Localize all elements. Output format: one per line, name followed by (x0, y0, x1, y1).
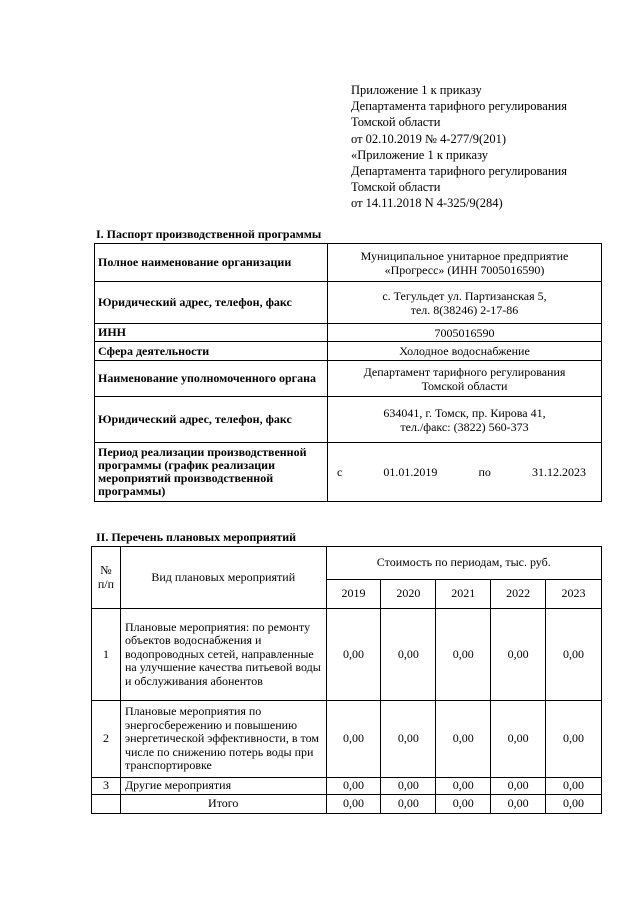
row-value: 0,00 (326, 778, 381, 795)
row-value: 0,00 (546, 609, 602, 701)
table-row (92, 778, 602, 795)
row-value: 0,00 (326, 609, 381, 701)
row-value: 0,00 (381, 609, 436, 701)
header-line: Томской области (351, 115, 441, 130)
header-year: 2019 (326, 580, 381, 609)
row-value (328, 397, 602, 443)
row-label: Юридический адрес, телефон, факс (95, 397, 328, 443)
header-year: 2021 (436, 580, 491, 609)
total-value: 0,00 (436, 795, 491, 814)
row-value (328, 361, 602, 397)
row-value: 0,00 (546, 778, 602, 795)
total-label: Итого (120, 795, 326, 814)
value-line: 7005016590 (434, 325, 495, 340)
row-value (328, 342, 602, 361)
value-line: Департамент тарифного регулирования (363, 364, 566, 379)
header-line: Департамента тарифного регулирования (351, 99, 567, 114)
row-value (328, 244, 602, 282)
order-header (351, 82, 631, 212)
header-line: от 02.10.2019 № 4-277/9(201) (351, 131, 507, 146)
value-line: тел./факс: (3822) 560-373 (400, 419, 529, 434)
total-num-empty (92, 795, 121, 814)
header-year: 2023 (546, 580, 602, 609)
total-value: 0,00 (326, 795, 381, 814)
row-num: 2 (92, 701, 121, 778)
total-value: 0,00 (546, 795, 602, 814)
row-value: 0,00 (491, 701, 546, 778)
header-num: № п/п (92, 547, 121, 609)
table-row (95, 244, 602, 282)
row-name: Плановые мероприятия: по ремонту объектов водоснабжения и водопроводных сетей, направленные на улучшение качества питьевой воды и обслуживания абонентов (120, 609, 326, 701)
period-label: Период реализации производственной программы (график реализации мероприятий производственной программы) (95, 443, 328, 502)
header-line: Департамента тарифного регулирования (351, 164, 567, 179)
row-label: Сфера деятельности (95, 342, 328, 361)
value-line: с. Тегульдет ул. Партизанская 5, (382, 288, 547, 303)
total-value: 0,00 (381, 795, 436, 814)
table-row (95, 324, 602, 342)
row-value: 0,00 (491, 778, 546, 795)
row-value (328, 282, 602, 324)
row-num: 1 (92, 609, 121, 701)
header-line: «Приложение 1 к приказу (351, 147, 489, 162)
total-value: 0,00 (491, 795, 546, 814)
row-name: Плановые мероприятия по энергосбережению и повышению энергетической эффективности, в том числе по снижению потерь воды при транспортировке (120, 701, 326, 778)
table-row (95, 361, 602, 397)
header-cost: Стоимость по периодам, тыс. руб. (326, 547, 601, 580)
row-name: Другие мероприятия (120, 778, 326, 795)
period-to-word: по (478, 465, 491, 479)
value-line: Муниципальное унитарное предприятие (360, 248, 569, 263)
table-row (95, 443, 602, 502)
value-line: Холодное водоснабжение (399, 344, 530, 358)
table-row (92, 609, 602, 701)
value-line: «Прогресс» (ИНН 7005016590) (384, 262, 545, 277)
row-value: 0,00 (436, 701, 491, 778)
row-value: 0,00 (546, 701, 602, 778)
row-value: 0,00 (436, 778, 491, 795)
events-title: II. Перечень плановых мероприятий (96, 530, 297, 544)
row-value (328, 324, 602, 342)
period-value (328, 443, 602, 502)
row-label: Наименование уполномоченного органа (95, 361, 328, 397)
header-line: Томской области (351, 180, 441, 195)
row-num: 3 (92, 778, 121, 795)
table-row (95, 282, 602, 324)
header-name: Вид плановых мероприятий (120, 547, 326, 609)
value-line: 634041, г. Томск, пр. Кирова 41, (383, 405, 546, 420)
row-value: 0,00 (491, 609, 546, 701)
row-label: Юридический адрес, телефон, факс (95, 282, 328, 324)
table-row (95, 342, 602, 361)
period-from-date: 01.01.2019 (383, 465, 438, 479)
table-row (95, 397, 602, 443)
row-label: Полное наименование организации (95, 244, 328, 282)
passport-table (94, 243, 602, 502)
header-year: 2022 (491, 580, 546, 609)
row-label: ИНН (95, 324, 328, 342)
table-row (92, 701, 602, 778)
period-to-date: 31.12.2023 (531, 465, 586, 479)
events-table (91, 546, 602, 814)
total-row (92, 795, 602, 814)
header-line: от 14.11.2018 N 4-325/9(284) (351, 196, 503, 211)
row-value: 0,00 (326, 701, 381, 778)
period-from-word: с (337, 465, 343, 479)
value-line: тел. 8(38246) 2-17-86 (410, 302, 519, 317)
row-value: 0,00 (436, 609, 491, 701)
header-line: Приложение 1 к приказу (351, 83, 482, 97)
value-line: Томской области (421, 378, 508, 393)
row-value: 0,00 (381, 778, 436, 795)
header-year: 2020 (381, 580, 436, 609)
table-header-row (92, 547, 602, 580)
row-value: 0,00 (381, 701, 436, 778)
passport-title: I. Паспорт производственной программы (96, 227, 322, 241)
